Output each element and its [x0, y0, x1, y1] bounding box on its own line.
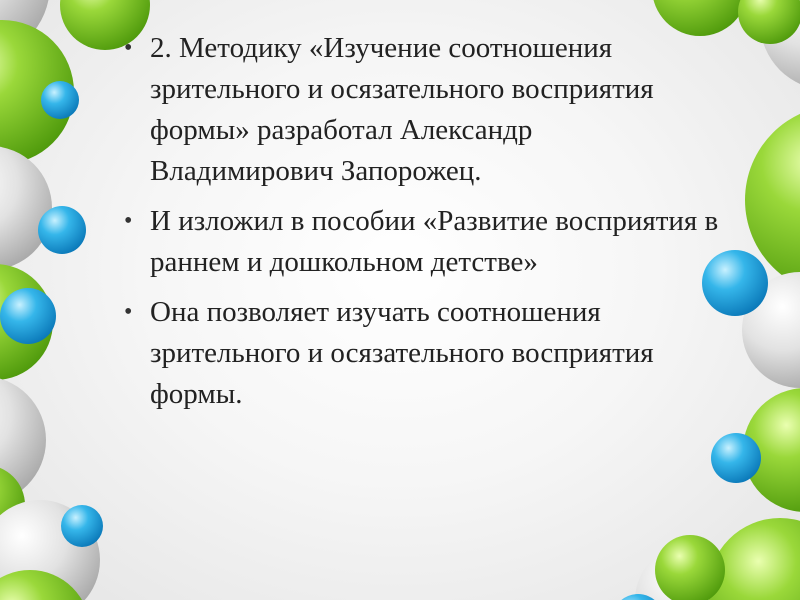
bullet-dot-icon: •: [124, 208, 133, 234]
slide-content: [120, 28, 720, 424]
bullet-item: [120, 201, 720, 283]
bullet-text: Она позволяет изучать соотношения зрительного и осязательного восприятия формы.: [150, 296, 654, 410]
bubble-blue: [711, 433, 761, 483]
bubble-blue: [41, 81, 79, 119]
bubble-green: [655, 535, 725, 600]
bullet-item: [120, 292, 720, 415]
bullet-dot-icon: •: [124, 299, 133, 325]
bubble-blue: [0, 288, 56, 344]
bullet-text: 2. Методику «Изучение соотношения зрительного и осязательного восприятия формы» разработал Александр Владимирович Запорожец.: [150, 32, 654, 187]
bullet-list: [120, 28, 720, 415]
bubble-blue: [38, 206, 86, 254]
bubble-blue: [61, 505, 103, 547]
bullet-text: И изложил в пособии «Развитие восприятия в раннем и дошкольном детстве»: [150, 205, 719, 278]
bullet-dot-icon: •: [124, 35, 133, 61]
bullet-item: [120, 28, 720, 192]
bubble-gray: [0, 146, 52, 270]
